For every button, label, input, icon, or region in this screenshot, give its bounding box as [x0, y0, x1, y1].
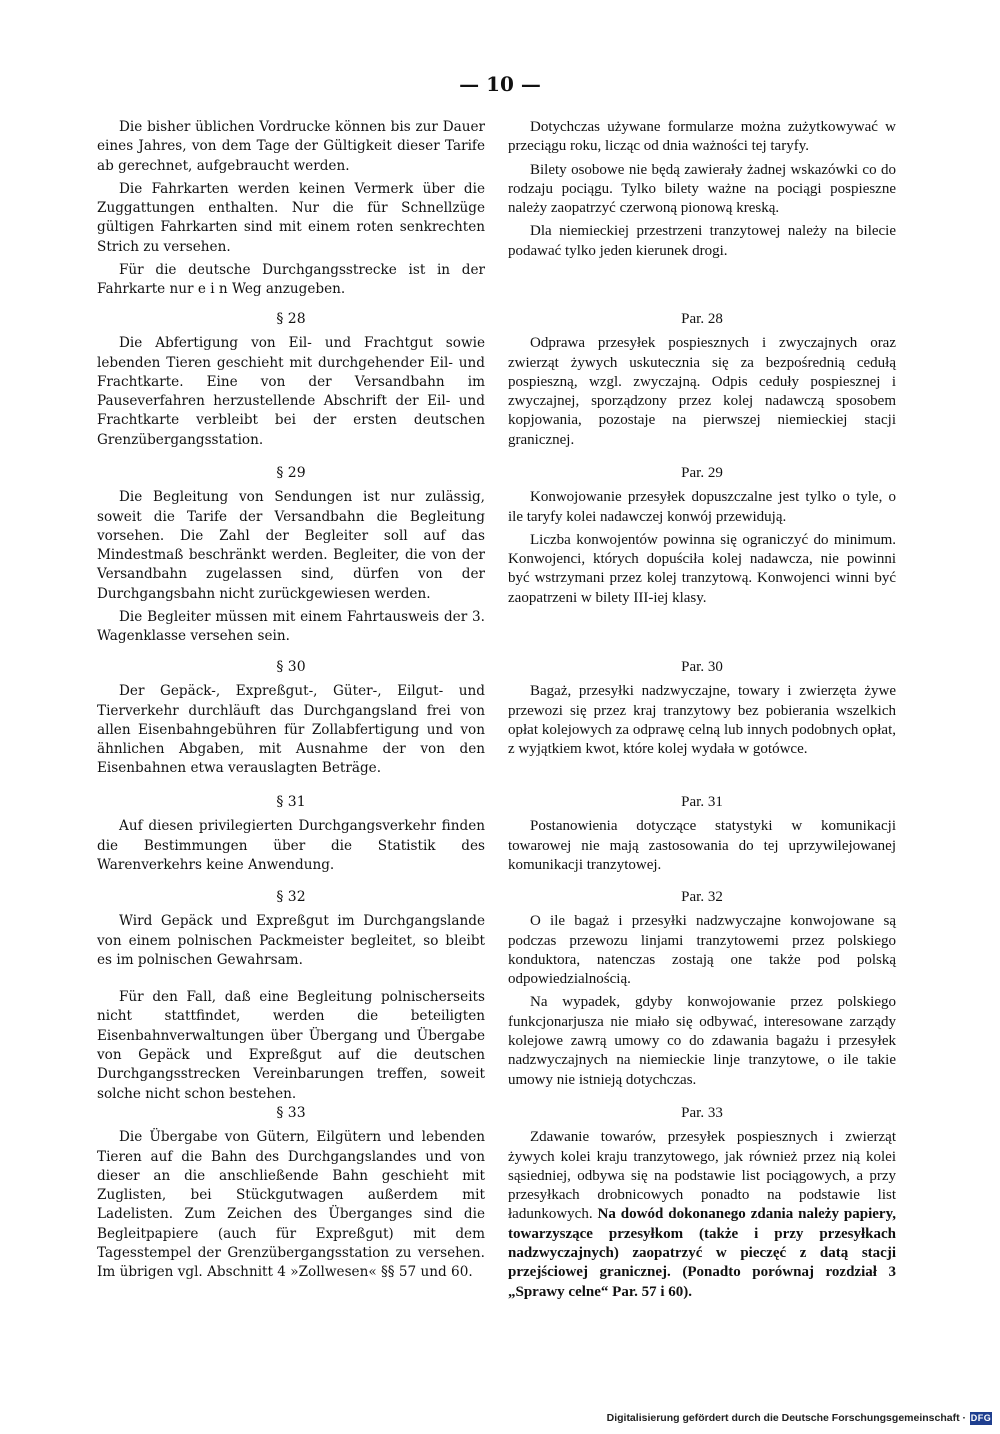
section-heading: Par. 28	[681, 311, 723, 327]
german-section-28	[97, 310, 485, 450]
section-heading: Par. 31	[681, 794, 723, 810]
paragraph: Postanowienia dotyczące statystyki w komunikacji towarowej nie mają zastosowania do tej uprzywilejowanej komunikacji tranzytowej.	[508, 818, 896, 873]
paragraph-text: Zdawanie towarów, przesyłek pospiesznych i zwierząt żywych kolei kraju tranzytowego, jak również przez nią kolei sąsiedniej, odbywa się na podstawie list pociągowych, a przy przesyłkach drobnicowych ponadto na podstawie list ładunkowych.	[508, 1129, 896, 1223]
section-heading: § 33	[276, 1105, 306, 1121]
paragraph: Die Abfertigung von Eil- und Frachtgut sowie lebenden Tieren geschieht mit durchgehender Eil- und Frachtkarte. Eine von der Versandbahn im Pauseverfahren herzustellende Abschrift der Eil- und Frachtkarte verbleibt bei der ersten deutschen Grenzübergangsstation.	[97, 335, 485, 448]
polish-section-31	[508, 793, 896, 875]
paragraph: Für den Fall, daß eine Begleitung polnischerseits nicht stattfindet, werden die beteiligten Eisenbahnverwaltungen über Übergang und Übergabe von Gepäck und Expreßgut auf die deutschen Durchgangsstrecken Vereinbarungen treffen, soweit solche nicht schon bestehen.	[97, 989, 485, 1102]
section-heading: § 28	[276, 311, 306, 327]
section-heading: § 30	[276, 659, 306, 675]
paragraph: Konwojowanie przesyłek dopuszczalne jest tylko o tyle, o ile taryfy kolei nadawczej konwój przewidują.	[508, 489, 896, 525]
polish-section-29	[508, 464, 896, 608]
polish-section-33	[508, 1104, 896, 1302]
paragraph-bold-text: Na dowód dokonanego zdania należy papiery, towarzyszące przesyłkom (także i przy przesyłkach nadzwyczajnych) zaopatrzyć w pieczęć z datą stacji przejściowej granicznej. (Ponadto porównaj rozdział 3 „Sprawy celne“ Par. 57 i 60).	[508, 1206, 896, 1300]
paragraph: Die bisher üblichen Vordrucke können bis zur Dauer eines Jahres, von dem Tage der Gültigkeit dieser Tarife ab gerechnet, aufgebraucht werden.	[97, 119, 485, 174]
page-number: — 10 —	[459, 72, 541, 96]
paragraph: Die Begleitung von Sendungen ist nur zulässig, soweit die Tarife der Versandbahn die Begleitung vorsehen. Die Zahl der Begleiter soll auf das Mindestmaß beschränkt werden. Begleiter, die von der Versandbahn zugelassen sind, dürfen von der Durchgangsbahn nicht zurückgewiesen werden.	[97, 489, 485, 602]
paragraph: Na wypadek, gdyby konwojowanie przez polskiego funkcjonarjusza nie miało się odbywać, interesowane zarządy kolejowe zawrą umowy co do zdawania bagażu i przesyłek nadzwyczajnych na niemieckie linje tranzytowe, o ile takie umowy nie istnieją dotychczas.	[508, 994, 896, 1088]
paragraph: Bagaż, przesyłki nadzwyczajne, towary i zwierzęta żywe przewozi się przez kraj tranzytowy bez pobierania wszelkich opłat kolejowych za odprawę celną lub innych podobnych opłat, z wyjątkiem kwot, które kolej wydała w gotówce.	[508, 683, 896, 758]
section-heading: Par. 33	[681, 1105, 723, 1121]
paragraph: Die Begleiter müssen mit einem Fahrtausweis der 3. Wagenklasse versehen sein.	[97, 609, 485, 645]
polish-intro	[508, 118, 896, 261]
polish-section-28	[508, 310, 896, 450]
section-heading: Par. 29	[681, 465, 723, 481]
digitization-footer	[600, 1409, 992, 1427]
section-heading: § 31	[276, 794, 306, 810]
section-heading: Par. 32	[681, 889, 723, 905]
dfg-logo: DFG	[970, 1413, 992, 1423]
paragraph: O ile bagaż i przesyłki nadzwyczajne konwojowane są podczas przewozu linjami tranzytowemi przez polskiego konduktora, natenczas zostają one także pod polską odpowiedzialnością.	[508, 913, 896, 988]
paragraph: Der Gepäck-, Expreßgut-, Güter-, Eilgut- und Tierverkehr durchläuft das Durchgangsland frei von allen Eisenbahngebühren für Zollabfertigung und von ähnlichen Abgaben, mit Ausnahme der von den Eisenbahnen etwa verauslagten Beträge.	[97, 683, 485, 777]
section-heading: Par. 30	[681, 659, 723, 675]
paragraph: Odprawa przesyłek pospiesznych i zwyczajnych oraz zwierząt żywych uskutecznia się za bezpośrednią cedułą pospieszną, wzgl. zwyczajną. Odpis ceduły pospiesznej i zwyczajnej, sporządzony przez kolej nadawczą sposobem kopjowania, pozostaje na pierwszej niemieckiej stacji granicznej.	[508, 335, 896, 448]
paragraph: Dotychczas używane formularze można zużytkowywać w przeciągu roku, licząc od dnia ważności tej taryfy.	[508, 119, 896, 155]
paragraph: Wird Gepäck und Expreßgut im Durchgangslande von einem polnischen Packmeister begleitet, so bleibt es im polnischen Gewahrsam.	[97, 913, 485, 968]
german-section-30	[97, 658, 485, 779]
paragraph: Auf diesen privilegierten Durchgangsverkehr finden die Bestimmungen über die Statistik des Warenverkehrs keine Anwendung.	[97, 818, 485, 873]
german-section-29	[97, 464, 485, 647]
polish-section-30	[508, 658, 896, 759]
german-section-32	[97, 888, 485, 1104]
paragraph: Für die deutsche Durchgangsstrecke ist in der Fahrkarte nur e i n Weg anzugeben.	[97, 262, 485, 298]
german-section-33	[97, 1104, 485, 1283]
german-intro	[97, 118, 485, 300]
paragraph	[508, 1128, 896, 1302]
german-section-31	[97, 793, 485, 875]
paragraph: Bilety osobowe nie będą zawierały żadnej wskazówki co do rodzaju pociągu. Tylko bilety ważne na pociągi pospieszne należy zaopatrzyć czerwoną pionową kreską.	[508, 161, 896, 217]
section-heading: § 29	[276, 465, 306, 481]
paragraph: Die Fahrkarten werden keinen Vermerk über die Zuggattungen enthalten. Nur die für Schnellzüge gültigen Fahrkarten sind mit einem roten senkrechten Strich zu versehen.	[97, 180, 485, 255]
paragraph: Dla niemieckiej przestrzeni tranzytowej należy na bilecie podawać tylko jeden kierunek drogi.	[508, 223, 896, 259]
polish-section-32	[508, 888, 896, 1090]
paragraph: Die Übergabe von Gütern, Eilgütern und lebenden Tieren auf die Bahn des Durchgangslandes und von dieser an die anschließende Bahn geschieht mit Zuglisten, bei Stückgutwagen außerdem mit Ladelisten. Zum Zeichen des Überganges sind die Begleitpapiere (auch für Expreßgut) mit dem Tagesstempel der Grenzübergangsstation zu versehen. Im übrigen vgl. Abschnitt 4 »Zollwesen« §§ 57 und 60.	[97, 1129, 485, 1281]
paragraph: Liczba konwojentów powinna się ograniczyć do minimum. Konwojenci, których dopuściła kolej nadawcza, nie powinni być wstrzymani przez kolej tranzytową. Konwojenci winni być zaopatrzeni w bilety III-iej klasy.	[508, 531, 896, 606]
section-heading: § 32	[276, 889, 306, 905]
footer-credit: Digitalisierung gefördert durch die Deutsche Forschungsgemeinschaft ·	[606, 1412, 966, 1424]
